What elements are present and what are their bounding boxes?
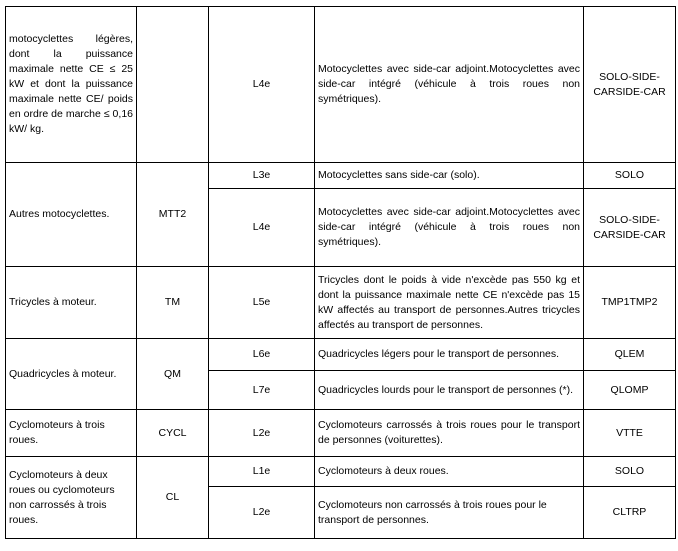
carrosserie-cell: CLTRP	[584, 487, 676, 539]
genre-cell: QM	[137, 339, 209, 410]
carrosserie-cell: QLEM	[584, 339, 676, 371]
description-cell: Cyclomoteurs à deux roues.	[315, 457, 584, 487]
genre-cell: MTT2	[137, 163, 209, 267]
description-cell: Motocyclettes avec side-car adjoint.Motocyclettes avec side-car intégré (véhicule à trois roues non symétriques).	[315, 189, 584, 267]
description-cell: Cyclomoteurs non carrossés à trois roues pour le transport de personnes.	[315, 487, 584, 539]
code-cell: L5e	[209, 267, 315, 339]
vehicle-category-table	[5, 6, 676, 539]
carrosserie-cell: TMP1TMP2	[584, 267, 676, 339]
carrosserie-cell: SOLO-SIDE-CARSIDE-CAR	[584, 189, 676, 267]
category-cell: Autres motocyclettes.	[6, 163, 137, 267]
code-cell: L3e	[209, 163, 315, 189]
table-row	[6, 267, 676, 339]
genre-cell: TM	[137, 267, 209, 339]
category-cell: motocyclettes légères, dont la puissance maximale nette CE ≤ 25 kW et dont la puissance maximale nette CE/ poids en ordre de marche ≤ 0,16 kW/ kg.	[6, 7, 137, 163]
carrosserie-cell: SOLO	[584, 163, 676, 189]
description-cell: Quadricycles légers pour le transport de personnes.	[315, 339, 584, 371]
carrosserie-cell: QLOMP	[584, 371, 676, 410]
table-row	[6, 410, 676, 457]
table-row	[6, 163, 676, 189]
table-row	[6, 7, 676, 163]
code-cell: L4e	[209, 189, 315, 267]
genre-cell	[137, 7, 209, 163]
carrosserie-cell: VTTE	[584, 410, 676, 457]
code-cell: L1e	[209, 457, 315, 487]
code-cell: L7e	[209, 371, 315, 410]
category-cell: Quadricycles à moteur.	[6, 339, 137, 410]
code-cell: L4e	[209, 7, 315, 163]
code-cell: L2e	[209, 487, 315, 539]
category-cell: Cyclomoteurs à deux roues ou cyclomoteurs non carrossés à trois roues.	[6, 457, 137, 539]
genre-cell: CYCL	[137, 410, 209, 457]
code-cell: L6e	[209, 339, 315, 371]
description-cell: Cyclomoteurs carrossés à trois roues pour le transport de personnes (voiturettes).	[315, 410, 584, 457]
code-cell: L2e	[209, 410, 315, 457]
description-cell: Motocyclettes avec side-car adjoint.Motocyclettes avec side-car intégré (véhicule à trois roues non symétriques).	[315, 7, 584, 163]
carrosserie-cell: SOLO	[584, 457, 676, 487]
category-cell: Tricycles à moteur.	[6, 267, 137, 339]
carrosserie-cell: SOLO-SIDE-CARSIDE-CAR	[584, 7, 676, 163]
description-cell: Quadricycles lourds pour le transport de personnes (*).	[315, 371, 584, 410]
table-row	[6, 339, 676, 371]
description-cell: Tricycles dont le poids à vide n'excède pas 550 kg et dont la puissance maximale nette CE n'excède pas 15 kW affectés au transport de personnes.Autres tricycles affectés au transport de personnes.	[315, 267, 584, 339]
category-cell: Cyclomoteurs à trois roues.	[6, 410, 137, 457]
table-row	[6, 457, 676, 487]
description-cell: Motocyclettes sans side-car (solo).	[315, 163, 584, 189]
genre-cell: CL	[137, 457, 209, 539]
